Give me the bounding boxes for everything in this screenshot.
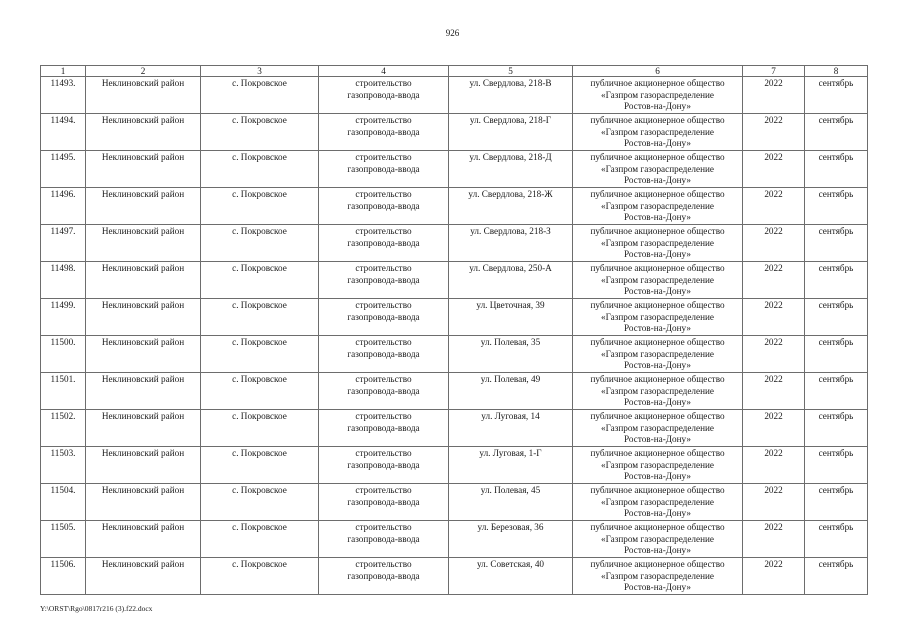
work-type-cell: [319, 262, 449, 299]
organization-line: Ростов-на-Дону»: [624, 582, 691, 593]
organization-line: Ростов-на-Дону»: [624, 397, 691, 408]
registry-table: [40, 65, 868, 595]
organization-line: Ростов-на-Дону»: [624, 175, 691, 186]
settlement-cell: с. Покровское: [201, 336, 319, 373]
month-cell: сентябрь: [805, 484, 868, 521]
work-type-line: строительство: [355, 189, 412, 199]
organization-cell: [573, 447, 743, 484]
row-number-cell: 11503.: [41, 447, 86, 484]
organization-line: публичное акционерное общество: [590, 152, 725, 162]
organization-line: «Газпром газораспределение: [601, 237, 714, 248]
year-cell: 2022: [743, 299, 805, 336]
year-cell: 2022: [743, 447, 805, 484]
table-row: [41, 447, 868, 484]
work-type-line: строительство: [355, 226, 412, 236]
table-row: [41, 114, 868, 151]
district-cell: Неклиновский район: [86, 299, 201, 336]
work-type-cell: [319, 336, 449, 373]
work-type-line: газопровода-ввода: [347, 89, 420, 100]
district-cell: Неклиновский район: [86, 77, 201, 114]
organization-line: Ростов-на-Дону»: [624, 360, 691, 371]
month-cell: сентябрь: [805, 558, 868, 595]
address-cell: ул. Полевая, 45: [449, 484, 573, 521]
organization-line: публичное акционерное общество: [590, 559, 725, 569]
organization-line: публичное акционерное общество: [590, 226, 725, 236]
table-row: [41, 77, 868, 114]
work-type-cell: [319, 151, 449, 188]
organization-line: «Газпром газораспределение: [601, 163, 714, 174]
organization-cell: [573, 151, 743, 188]
row-number-cell: 11497.: [41, 225, 86, 262]
row-number-cell: 11499.: [41, 299, 86, 336]
organization-line: «Газпром газораспределение: [601, 459, 714, 470]
organization-cell: [573, 484, 743, 521]
work-type-line: строительство: [355, 374, 412, 384]
organization-line: «Газпром газораспределение: [601, 496, 714, 507]
work-type-line: строительство: [355, 411, 412, 421]
district-cell: Неклиновский район: [86, 410, 201, 447]
district-cell: Неклиновский район: [86, 484, 201, 521]
column-number: 3: [201, 66, 319, 77]
work-type-line: газопровода-ввода: [347, 348, 420, 359]
month-cell: сентябрь: [805, 77, 868, 114]
month-cell: сентябрь: [805, 299, 868, 336]
work-type-cell: [319, 447, 449, 484]
work-type-cell: [319, 114, 449, 151]
address-cell: ул. Свердлова, 218-Ж: [449, 188, 573, 225]
organization-line: «Газпром газораспределение: [601, 533, 714, 544]
organization-line: публичное акционерное общество: [590, 522, 725, 532]
footer-file-path: Y:\ORST\Rgo\0817r216 (3).f22.docx: [40, 604, 153, 613]
settlement-cell: с. Покровское: [201, 521, 319, 558]
month-cell: сентябрь: [805, 521, 868, 558]
organization-line: Ростов-на-Дону»: [624, 249, 691, 260]
work-type-cell: [319, 77, 449, 114]
organization-line: «Газпром газораспределение: [601, 89, 714, 100]
work-type-line: строительство: [355, 78, 412, 88]
work-type-cell: [319, 299, 449, 336]
work-type-line: газопровода-ввода: [347, 570, 420, 581]
work-type-line: газопровода-ввода: [347, 422, 420, 433]
work-type-line: строительство: [355, 152, 412, 162]
organization-line: публичное акционерное общество: [590, 189, 725, 199]
settlement-cell: с. Покровское: [201, 447, 319, 484]
settlement-cell: с. Покровское: [201, 373, 319, 410]
organization-line: Ростов-на-Дону»: [624, 434, 691, 445]
row-number-cell: 11493.: [41, 77, 86, 114]
organization-line: публичное акционерное общество: [590, 78, 725, 88]
organization-line: публичное акционерное общество: [590, 300, 725, 310]
organization-line: «Газпром газораспределение: [601, 385, 714, 396]
organization-line: Ростов-на-Дону»: [624, 138, 691, 149]
work-type-cell: [319, 188, 449, 225]
work-type-line: газопровода-ввода: [347, 385, 420, 396]
district-cell: Неклиновский район: [86, 114, 201, 151]
organization-cell: [573, 410, 743, 447]
column-number-row: [41, 66, 868, 77]
settlement-cell: с. Покровское: [201, 299, 319, 336]
address-cell: ул. Советская, 40: [449, 558, 573, 595]
page-number: 926: [445, 28, 460, 38]
organization-cell: [573, 299, 743, 336]
settlement-cell: с. Покровское: [201, 558, 319, 595]
organization-line: публичное акционерное общество: [590, 115, 725, 125]
table-row: [41, 373, 868, 410]
work-type-cell: [319, 558, 449, 595]
organization-line: «Газпром газораспределение: [601, 311, 714, 322]
column-number: 4: [319, 66, 449, 77]
row-number-cell: 11500.: [41, 336, 86, 373]
year-cell: 2022: [743, 521, 805, 558]
table-row: [41, 484, 868, 521]
address-cell: ул. Цветочная, 39: [449, 299, 573, 336]
row-number-cell: 11495.: [41, 151, 86, 188]
settlement-cell: с. Покровское: [201, 188, 319, 225]
organization-line: Ростов-на-Дону»: [624, 323, 691, 334]
district-cell: Неклиновский район: [86, 521, 201, 558]
settlement-cell: с. Покровское: [201, 410, 319, 447]
table-row: [41, 521, 868, 558]
organization-cell: [573, 521, 743, 558]
organization-line: «Газпром газораспределение: [601, 570, 714, 581]
month-cell: сентябрь: [805, 262, 868, 299]
organization-line: публичное акционерное общество: [590, 411, 725, 421]
organization-cell: [573, 114, 743, 151]
work-type-cell: [319, 521, 449, 558]
work-type-cell: [319, 410, 449, 447]
work-type-line: строительство: [355, 559, 412, 569]
column-number: 8: [805, 66, 868, 77]
settlement-cell: с. Покровское: [201, 114, 319, 151]
organization-line: публичное акционерное общество: [590, 263, 725, 273]
table-row: [41, 188, 868, 225]
organization-line: публичное акционерное общество: [590, 374, 725, 384]
year-cell: 2022: [743, 558, 805, 595]
work-type-line: строительство: [355, 263, 412, 273]
month-cell: сентябрь: [805, 336, 868, 373]
settlement-cell: с. Покровское: [201, 151, 319, 188]
address-cell: ул. Свердлова, 218-Д: [449, 151, 573, 188]
organization-line: «Газпром газораспределение: [601, 200, 714, 211]
work-type-line: строительство: [355, 485, 412, 495]
column-number: 5: [449, 66, 573, 77]
work-type-line: строительство: [355, 300, 412, 310]
address-cell: ул. Березовая, 36: [449, 521, 573, 558]
table-body: [41, 77, 868, 595]
organization-line: «Газпром газораспределение: [601, 274, 714, 285]
address-cell: ул. Свердлова, 250-А: [449, 262, 573, 299]
row-number-cell: 11506.: [41, 558, 86, 595]
column-number: 2: [86, 66, 201, 77]
organization-line: Ростов-на-Дону»: [624, 471, 691, 482]
table-row: [41, 262, 868, 299]
organization-line: Ростов-на-Дону»: [624, 508, 691, 519]
organization-line: «Газпром газораспределение: [601, 422, 714, 433]
column-number: 7: [743, 66, 805, 77]
table-row: [41, 151, 868, 188]
table-row: [41, 410, 868, 447]
organization-line: публичное акционерное общество: [590, 337, 725, 347]
work-type-line: газопровода-ввода: [347, 311, 420, 322]
row-number-cell: 11496.: [41, 188, 86, 225]
column-number: 1: [41, 66, 86, 77]
address-cell: ул. Свердлова, 218-В: [449, 77, 573, 114]
row-number-cell: 11498.: [41, 262, 86, 299]
organization-cell: [573, 373, 743, 410]
year-cell: 2022: [743, 114, 805, 151]
organization-line: Ростов-на-Дону»: [624, 212, 691, 223]
address-cell: ул. Луговая, 14: [449, 410, 573, 447]
table-header: [41, 66, 868, 77]
organization-cell: [573, 77, 743, 114]
year-cell: 2022: [743, 77, 805, 114]
year-cell: 2022: [743, 336, 805, 373]
district-cell: Неклиновский район: [86, 188, 201, 225]
settlement-cell: с. Покровское: [201, 225, 319, 262]
work-type-line: газопровода-ввода: [347, 459, 420, 470]
month-cell: сентябрь: [805, 410, 868, 447]
work-type-line: строительство: [355, 522, 412, 532]
column-number: 6: [573, 66, 743, 77]
table-row: [41, 336, 868, 373]
year-cell: 2022: [743, 151, 805, 188]
organization-line: Ростов-на-Дону»: [624, 545, 691, 556]
work-type-line: газопровода-ввода: [347, 237, 420, 248]
settlement-cell: с. Покровское: [201, 484, 319, 521]
row-number-cell: 11504.: [41, 484, 86, 521]
month-cell: сентябрь: [805, 225, 868, 262]
month-cell: сентябрь: [805, 151, 868, 188]
row-number-cell: 11494.: [41, 114, 86, 151]
year-cell: 2022: [743, 410, 805, 447]
year-cell: 2022: [743, 188, 805, 225]
address-cell: ул. Свердлова, 218-Г: [449, 114, 573, 151]
work-type-line: газопровода-ввода: [347, 533, 420, 544]
work-type-cell: [319, 225, 449, 262]
organization-line: публичное акционерное общество: [590, 485, 725, 495]
year-cell: 2022: [743, 484, 805, 521]
district-cell: Неклиновский район: [86, 225, 201, 262]
work-type-line: газопровода-ввода: [347, 274, 420, 285]
work-type-line: газопровода-ввода: [347, 126, 420, 137]
month-cell: сентябрь: [805, 114, 868, 151]
table-row: [41, 299, 868, 336]
district-cell: Неклиновский район: [86, 262, 201, 299]
work-type-line: газопровода-ввода: [347, 163, 420, 174]
settlement-cell: с. Покровское: [201, 77, 319, 114]
district-cell: Неклиновский район: [86, 336, 201, 373]
work-type-line: газопровода-ввода: [347, 200, 420, 211]
work-type-cell: [319, 484, 449, 521]
month-cell: сентябрь: [805, 373, 868, 410]
organization-cell: [573, 336, 743, 373]
work-type-cell: [319, 373, 449, 410]
row-number-cell: 11502.: [41, 410, 86, 447]
work-type-line: строительство: [355, 115, 412, 125]
organization-cell: [573, 262, 743, 299]
district-cell: Неклиновский район: [86, 373, 201, 410]
organization-cell: [573, 188, 743, 225]
row-number-cell: 11501.: [41, 373, 86, 410]
organization-line: «Газпром газораспределение: [601, 348, 714, 359]
address-cell: ул. Луговая, 1-Г: [449, 447, 573, 484]
address-cell: ул. Полевая, 35: [449, 336, 573, 373]
year-cell: 2022: [743, 262, 805, 299]
work-type-line: строительство: [355, 337, 412, 347]
address-cell: ул. Свердлова, 218-З: [449, 225, 573, 262]
organization-cell: [573, 558, 743, 595]
month-cell: сентябрь: [805, 188, 868, 225]
work-type-line: газопровода-ввода: [347, 496, 420, 507]
settlement-cell: с. Покровское: [201, 262, 319, 299]
address-cell: ул. Полевая, 49: [449, 373, 573, 410]
year-cell: 2022: [743, 373, 805, 410]
organization-line: Ростов-на-Дону»: [624, 286, 691, 297]
district-cell: Неклиновский район: [86, 558, 201, 595]
work-type-line: строительство: [355, 448, 412, 458]
organization-cell: [573, 225, 743, 262]
organization-line: Ростов-на-Дону»: [624, 101, 691, 112]
district-cell: Неклиновский район: [86, 447, 201, 484]
table-row: [41, 558, 868, 595]
year-cell: 2022: [743, 225, 805, 262]
district-cell: Неклиновский район: [86, 151, 201, 188]
month-cell: сентябрь: [805, 447, 868, 484]
organization-line: публичное акционерное общество: [590, 448, 725, 458]
row-number-cell: 11505.: [41, 521, 86, 558]
table-row: [41, 225, 868, 262]
organization-line: «Газпром газораспределение: [601, 126, 714, 137]
